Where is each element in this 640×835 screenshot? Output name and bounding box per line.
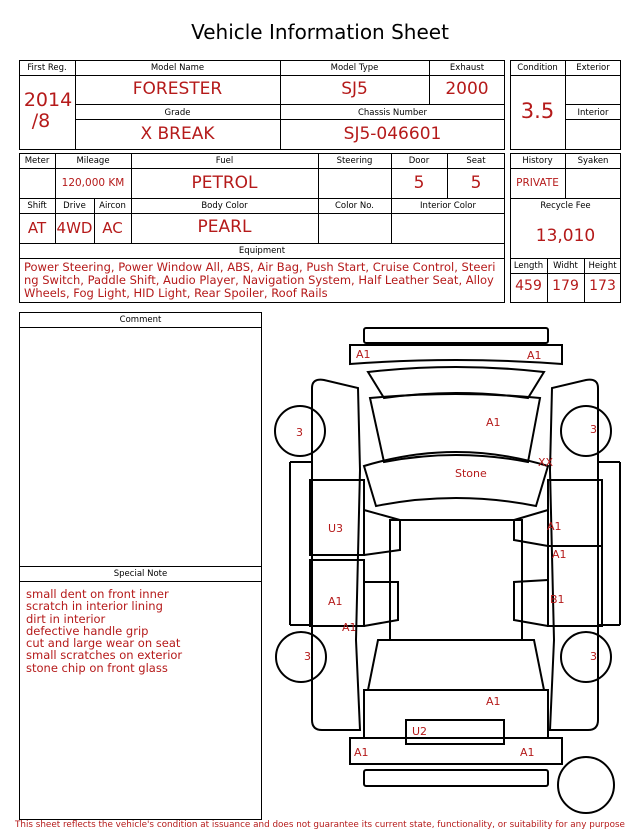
- body-color-value: PEARL: [197, 217, 252, 237]
- equipment-label: Equipment: [238, 246, 286, 256]
- mark-wheel-rl: 3: [304, 650, 311, 663]
- wheel-rr-shape: [561, 632, 611, 682]
- shift-value: AT: [27, 219, 47, 237]
- special-note-item: stone chip on front glass: [26, 660, 168, 675]
- equipment-text: Power Steering, Power Window All, ABS, Air Bag, Push Start, Cruise Control, Steering Switch, Paddle Shift, Audio Player, Navigation System, Half Leather Seat, Alloy Wheels, Fog Light, HID Light, Rear Spoiler, Roof Rails: [24, 260, 496, 300]
- wheel-fr-shape: [561, 406, 611, 456]
- meter-label: Meter: [24, 156, 50, 166]
- special-note-item: scratch in interior lining: [26, 599, 163, 614]
- door-fl-shape: [310, 480, 364, 555]
- mark-rocker-l: A1: [342, 621, 357, 634]
- interior-color-label: Interior Color: [420, 201, 476, 211]
- body-color-label: Body Color: [201, 201, 248, 211]
- special-notes-list: [26, 588, 182, 674]
- mark-door-fl: U3: [328, 522, 344, 535]
- mark-rear-right: A1: [520, 746, 535, 759]
- special-note-item: cut and large wear on seat: [26, 636, 181, 651]
- fuel-value: PETROL: [191, 173, 258, 193]
- length-value: 459: [515, 278, 542, 294]
- model-type-value: SJ5: [341, 79, 368, 99]
- aircon-value: AC: [102, 219, 123, 237]
- mileage-value: 120,000 KM: [61, 177, 125, 189]
- mark-rear-center: U2: [412, 725, 428, 738]
- model-name-value: FORESTER: [132, 79, 223, 99]
- steering-label: Steering: [336, 156, 373, 166]
- aircon-label: Aircon: [99, 201, 126, 211]
- rear-window-shape: [368, 640, 544, 690]
- mark-hood: A1: [486, 416, 501, 429]
- mark-front-left: A1: [356, 348, 371, 361]
- drive-value: 4WD: [56, 219, 93, 237]
- mark-fender-fr: XX: [538, 456, 554, 469]
- mark-door-fr-lower: A1: [552, 548, 567, 561]
- special-note-item: small scratches on exterior: [26, 648, 183, 663]
- chassis-label: Chassis Number: [357, 108, 428, 118]
- special-note-item: dirt in interior: [26, 611, 106, 626]
- door-fr-shape: [548, 480, 602, 546]
- first-reg-label: First Reg.: [27, 63, 67, 73]
- exterior-label: Exterior: [576, 63, 610, 73]
- spare-wheel-shape: [558, 757, 614, 813]
- model-name-label: Model Name: [150, 63, 205, 73]
- exhaust-value: 2000: [445, 79, 489, 99]
- mark-windshield: Stone: [455, 467, 487, 480]
- mark-wheel-fl: 3: [296, 426, 303, 439]
- width-value: 179: [552, 278, 579, 294]
- syaken-label: Syaken: [577, 156, 609, 166]
- special-note-item: defective handle grip: [26, 623, 149, 638]
- mark-rear-left: A1: [354, 746, 369, 759]
- width-label: Widht: [553, 261, 578, 271]
- trunk-shape: [364, 690, 548, 738]
- mark-wheel-fr: 3: [590, 423, 597, 436]
- disclaimer-footer: This sheet reflects the vehicle's condition at issuance and does not guarantee its current state, functionality, or suitability for any purpose: [15, 820, 625, 830]
- wheel-rl-shape: [276, 632, 326, 682]
- exhaust-label: Exhaust: [449, 63, 485, 73]
- door-label: Door: [408, 156, 430, 166]
- grade-value: X BREAK: [140, 124, 215, 144]
- door-value: 5: [413, 173, 425, 193]
- height-value: 173: [589, 278, 616, 294]
- first-reg-year: 2014: [23, 89, 73, 111]
- comment-label: Comment: [119, 315, 162, 325]
- mark-door-rl: A1: [328, 595, 343, 608]
- mark-door-fr: A1: [547, 520, 562, 533]
- seat-label: Seat: [466, 156, 486, 166]
- history-value: PRIVATE: [516, 177, 559, 189]
- roof-shape: [390, 520, 522, 640]
- length-label: Length: [513, 261, 544, 271]
- fuel-label: Fuel: [215, 156, 234, 166]
- grade-label: Grade: [164, 108, 191, 118]
- mark-wheel-rr: 3: [590, 650, 597, 663]
- height-label: Height: [588, 261, 617, 271]
- mark-front-right: A1: [527, 349, 542, 362]
- history-label: History: [522, 156, 553, 166]
- recycle-value: 13,010: [535, 226, 596, 246]
- rear-bumper-shape: [364, 770, 548, 786]
- condition-label: Condition: [517, 63, 558, 73]
- first-reg-month: /8: [31, 110, 51, 132]
- mileage-label: Mileage: [76, 156, 110, 166]
- recycle-label: Recycle Fee: [540, 201, 591, 211]
- shift-label: Shift: [27, 201, 47, 211]
- model-type-label: Model Type: [330, 63, 379, 73]
- front-bumper-shape: [364, 328, 548, 343]
- page-title: Vehicle Information Sheet: [191, 20, 449, 44]
- chassis-value: SJ5-046601: [343, 124, 442, 144]
- drive-label: Drive: [63, 201, 86, 211]
- car-damage-diagram: [270, 318, 630, 818]
- seat-value: 5: [470, 173, 482, 193]
- mark-trunk: A1: [486, 695, 501, 708]
- interior-label: Interior: [577, 108, 609, 118]
- special-note-item: small dent on front inner: [26, 587, 169, 601]
- special-note-label: Special Note: [113, 569, 168, 579]
- condition-value: 3.5: [520, 99, 555, 123]
- color-no-label: Color No.: [334, 201, 374, 211]
- mark-door-rr: B1: [550, 593, 565, 606]
